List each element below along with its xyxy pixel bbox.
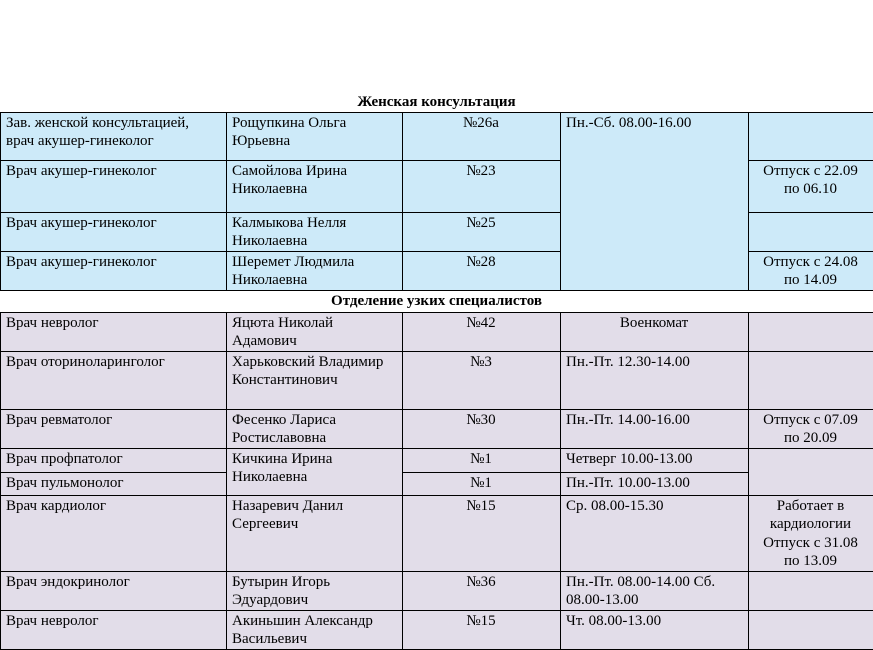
- hours-cell: Пн.-Пт. 12.30-14.00: [561, 351, 749, 409]
- table-row: [1, 312, 873, 351]
- position-cell: Врач акушер-гинеколог: [1, 251, 227, 290]
- name-cell: Калмыкова Нелля Николаевна: [227, 212, 403, 251]
- name-cell: Яцюта Николай Адамович: [227, 312, 403, 351]
- table-row: [1, 495, 873, 571]
- name-cell: Назаревич Данил Сергеевич: [227, 495, 403, 571]
- room-cell: №42: [403, 312, 561, 351]
- hours-cell: Пн.-Пт. 08.00-14.00 Сб. 08.00-13.00: [561, 571, 749, 610]
- position-cell: Врач эндокринолог: [1, 571, 227, 610]
- room-cell: №26а: [403, 112, 561, 160]
- table-row: [1, 351, 873, 409]
- position-cell: Врач акушер-гинеколог: [1, 160, 227, 212]
- position-cell: Врач оториноларинголог: [1, 351, 227, 409]
- note-cell: Отпуск с 24.08 по 14.09: [749, 251, 873, 290]
- name-cell: Самойлова Ирина Николаевна: [227, 160, 403, 212]
- note-cell: [749, 448, 873, 495]
- name-cell: Кичкина Ирина Николаевна: [227, 448, 403, 495]
- room-cell: №28: [403, 251, 561, 290]
- room-cell: №23: [403, 160, 561, 212]
- note-cell: Отпуск с 22.09 по 06.10: [749, 160, 873, 212]
- position-cell: Врач невролог: [1, 312, 227, 351]
- note-cell: Отпуск с 07.09 по 20.09: [749, 409, 873, 448]
- position-cell: Зав. женской консультацией, врач акушер-гинеколог: [1, 112, 227, 160]
- room-cell: №30: [403, 409, 561, 448]
- room-cell: №3: [403, 351, 561, 409]
- hours-cell: Пн.-Сб. 08.00-16.00: [561, 112, 749, 290]
- name-cell: Фесенко Лариса Ростиславовна: [227, 409, 403, 448]
- room-cell: №1: [403, 472, 561, 495]
- name-cell: Бутырин Игорь Эдуардович: [227, 571, 403, 610]
- position-cell: Врач профпатолог: [1, 448, 227, 472]
- section-heading-row: [1, 290, 873, 312]
- room-cell: №25: [403, 212, 561, 251]
- hours-cell: Чт. 08.00-13.00: [561, 610, 749, 649]
- room-cell: №36: [403, 571, 561, 610]
- table-row: [1, 448, 873, 472]
- note-cell: [749, 610, 873, 649]
- table-row: [1, 571, 873, 610]
- table-row: [1, 112, 873, 160]
- hours-cell: Пн.-Пт. 14.00-16.00: [561, 409, 749, 448]
- schedule-table: [0, 92, 873, 650]
- position-cell: Врач акушер-гинеколог: [1, 212, 227, 251]
- name-cell: Рощупкина Ольга Юрьевна: [227, 112, 403, 160]
- hours-cell: Ср. 08.00-15.30: [561, 495, 749, 571]
- section-title: Отделение узких специалистов: [1, 290, 873, 312]
- position-cell: Врач ревматолог: [1, 409, 227, 448]
- position-cell: Врач невролог: [1, 610, 227, 649]
- position-cell: Врач кардиолог: [1, 495, 227, 571]
- name-cell: Шеремет Людмила Николаевна: [227, 251, 403, 290]
- table-row: [1, 610, 873, 649]
- position-cell: Врач пульмонолог: [1, 472, 227, 495]
- table-row: [1, 472, 873, 495]
- hours-cell: Военкомат: [561, 312, 749, 351]
- note-cell: [749, 351, 873, 409]
- room-cell: №15: [403, 495, 561, 571]
- hours-cell: Четверг 10.00-13.00: [561, 448, 749, 472]
- note-cell: [749, 212, 873, 251]
- note-cell: [749, 571, 873, 610]
- room-cell: №1: [403, 448, 561, 472]
- name-cell: Акиньшин Александр Васильевич: [227, 610, 403, 649]
- note-cell: [749, 112, 873, 160]
- room-cell: №15: [403, 610, 561, 649]
- section-title: Женская консультация: [1, 92, 873, 112]
- note-cell: Работает в кардиологии Отпуск с 31.08 по 13.09: [749, 495, 873, 571]
- name-cell: Харьковский Владимир Константинович: [227, 351, 403, 409]
- section-heading-row: [1, 92, 873, 112]
- hours-cell: Пн.-Пт. 10.00-13.00: [561, 472, 749, 495]
- table-row: [1, 409, 873, 448]
- note-cell: [749, 312, 873, 351]
